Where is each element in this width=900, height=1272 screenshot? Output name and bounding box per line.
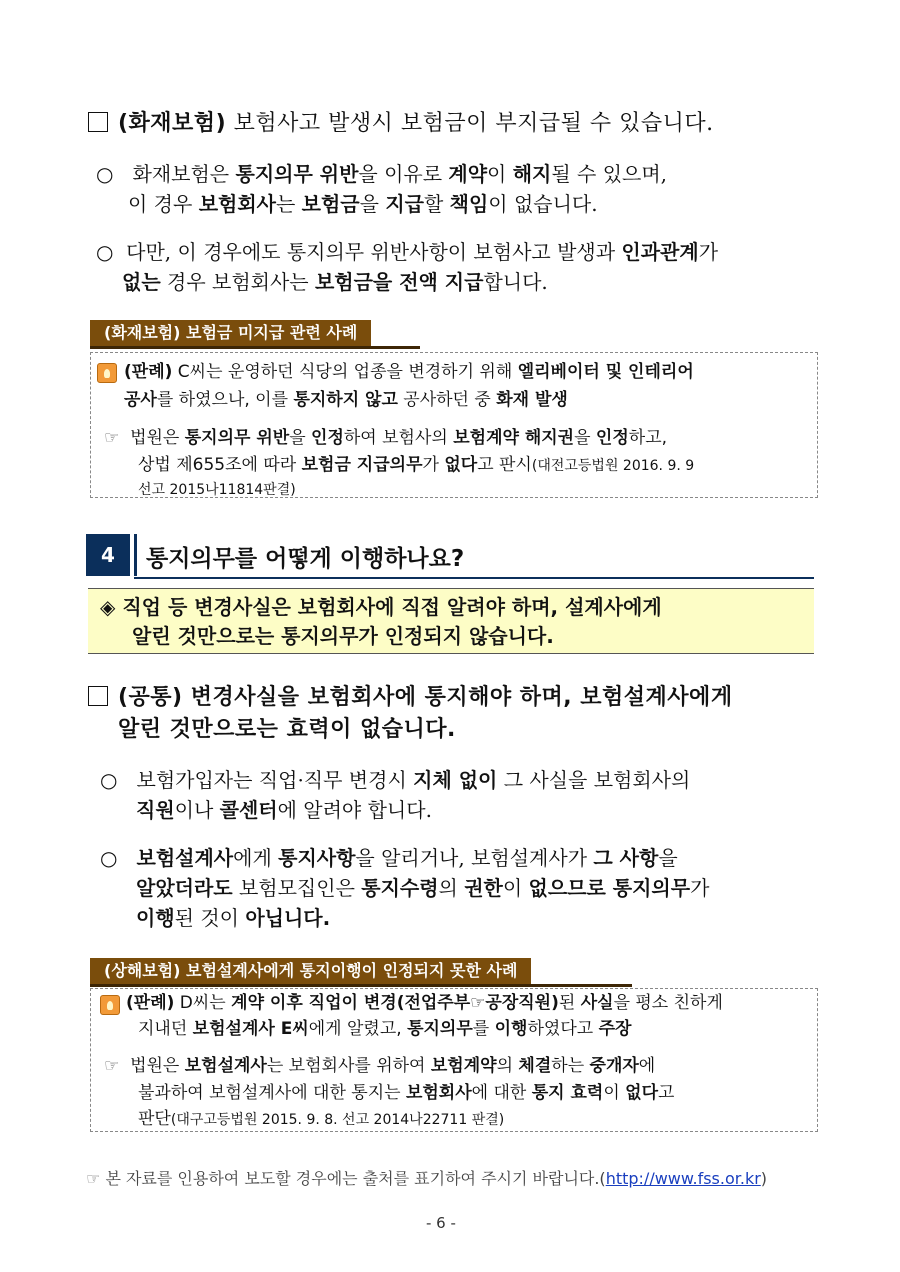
text-run: (판례) bbox=[124, 362, 173, 382]
text-run: 지체 없이 bbox=[413, 768, 498, 792]
lightbulb-icon bbox=[100, 995, 120, 1015]
text-run: 이 bbox=[487, 162, 513, 186]
fire-b2-l1 bbox=[126, 240, 718, 264]
pointing-hand-icon: ☞ bbox=[104, 428, 120, 448]
text-run: 공사 bbox=[124, 390, 157, 410]
text-run: 보험금을 전액 지급 bbox=[314, 270, 484, 294]
text-run: (판례) bbox=[126, 993, 175, 1013]
text-run: 고 판시 bbox=[477, 455, 532, 475]
text-run: 통지의무 위반 bbox=[235, 162, 359, 186]
text-run: 에 bbox=[638, 1056, 656, 1076]
text-run: 화재보험은 bbox=[132, 162, 236, 186]
case1-l5: 선고 2015나11814판결) bbox=[138, 482, 296, 498]
text-run: 보험설계사 bbox=[136, 846, 234, 870]
text-run: 보험계약 bbox=[430, 1056, 497, 1076]
text-run: 가 bbox=[690, 876, 710, 900]
text-run: 공사하던 중 bbox=[397, 390, 497, 410]
case2-l4 bbox=[138, 1079, 674, 1107]
text-run: 는 보험회사를 위하여 bbox=[266, 1056, 431, 1076]
section-underline bbox=[134, 577, 814, 579]
text-run: 지급 bbox=[385, 192, 424, 216]
case1-l3-wrap bbox=[104, 424, 667, 452]
text-run: 상법 제655조에 따라 bbox=[138, 455, 302, 475]
section-title: 통지의무를 어떻게 이행하나요? bbox=[146, 546, 465, 572]
fire-b1-l1 bbox=[133, 162, 668, 186]
checkbox-square-icon bbox=[88, 686, 108, 706]
text-run: 보험설계사 bbox=[184, 1056, 267, 1076]
text-run: 엘리베이터 및 인테리어 bbox=[517, 362, 694, 382]
text-run: 이 bbox=[603, 1083, 626, 1103]
text-run: 인정 bbox=[595, 428, 629, 448]
text-run: 을 bbox=[574, 428, 596, 448]
text-run: 된 것이 bbox=[174, 906, 246, 930]
text-run: 인정 bbox=[311, 428, 344, 448]
text-run: 없으므로 통지의무 bbox=[528, 876, 691, 900]
text-run: 하였다고 bbox=[527, 1019, 599, 1039]
page-number: - 6 - bbox=[426, 1214, 456, 1232]
text-run: 경우 보험회사는 bbox=[160, 270, 315, 294]
text-run: 화재 발생 bbox=[496, 390, 568, 410]
case1-tag-underline bbox=[90, 346, 420, 349]
circle-bullet-icon: ○ bbox=[96, 240, 114, 264]
text-run: 보험설계사 E씨 bbox=[192, 1019, 309, 1039]
text-run: 에 대한 bbox=[471, 1083, 532, 1103]
case2-l3-wrap bbox=[104, 1052, 655, 1080]
common-heading-2: 알린 것만으로는 효력이 없습니다. bbox=[118, 717, 456, 742]
text-run: 이나 bbox=[174, 798, 220, 822]
text-run: 보험금 bbox=[301, 192, 360, 216]
text-run: 그 사항 bbox=[593, 846, 659, 870]
citation-note: ☞ 본 자료를 인용하여 보도할 경우에는 출처를 표기하여 주시기 바랍니다.(http://www.fss.or.kr) bbox=[86, 1169, 768, 1188]
case1-l2 bbox=[124, 386, 568, 414]
highlight-line-2: 알린 것만으로는 통지의무가 인정되지 않습니다. bbox=[132, 624, 554, 648]
text-run: 계약 이후 직업이 변경(전업주부 bbox=[231, 993, 471, 1013]
text-run: 이 경우 bbox=[128, 192, 199, 216]
text-run: 이 없습니다. bbox=[488, 192, 598, 216]
text-run: (대전고등법원 2016. 9. 9 bbox=[531, 458, 695, 474]
text-run: 에게 bbox=[233, 846, 279, 870]
text-run: 콜센터 bbox=[219, 798, 278, 822]
text-run: 는 bbox=[275, 192, 302, 216]
case2-l1 bbox=[126, 989, 723, 1017]
text-run: 알았더라도 bbox=[136, 876, 233, 900]
text-run: 통지의무 위반 bbox=[184, 428, 290, 448]
text-run: 할 bbox=[423, 192, 450, 216]
text-run: 권한 bbox=[464, 876, 503, 900]
fire-b2-l2 bbox=[122, 264, 548, 300]
text-run: 가 bbox=[698, 240, 719, 264]
common-b1-l2 bbox=[136, 792, 432, 828]
text-run: 책임 bbox=[449, 192, 489, 216]
text-run: 하여 보험사의 bbox=[343, 428, 454, 448]
common-b2-l3 bbox=[136, 900, 330, 936]
text-run: 통지의무 bbox=[407, 1019, 473, 1039]
text-run: 계약 bbox=[448, 162, 488, 186]
common-b2-l1 bbox=[137, 846, 678, 870]
text-run: C씨는 운영하던 식당의 업종을 변경하기 위해 bbox=[172, 362, 518, 382]
fire-b1-l2 bbox=[128, 186, 598, 222]
text-run: 없다 bbox=[625, 1083, 659, 1103]
case1-l3 bbox=[130, 428, 667, 448]
text-run: 를 하였으나, 이를 bbox=[156, 390, 294, 410]
text-run: 보험모집인은 bbox=[232, 876, 362, 900]
text-run: 에 알려야 합니다. bbox=[277, 798, 432, 822]
text-run: 보험계약 해지권 bbox=[453, 428, 575, 448]
text-run: 판단 bbox=[138, 1109, 171, 1129]
text-run: (대구고등법원 2015. 9. 8. 선고 2014나22711 판결) bbox=[170, 1112, 505, 1128]
text-run: 를 bbox=[472, 1019, 495, 1039]
text-run: 의 bbox=[496, 1056, 519, 1076]
text-run: 이 bbox=[502, 876, 529, 900]
text-run: 가 bbox=[422, 455, 445, 475]
circle-bullet-icon: ○ bbox=[100, 768, 118, 792]
text-run: 아닙니다. bbox=[245, 906, 331, 930]
text-run: 다만, 이 경우에도 통지의무 위반사항이 보험사고 발생과 bbox=[126, 240, 622, 264]
text-run: 공장직원) bbox=[485, 993, 559, 1013]
case2-tag: (상해보험) 보험설계사에게 통지이행이 인정되지 못한 사례 bbox=[90, 958, 531, 984]
text-run: 보험가입자는 직업·직무 변경시 bbox=[136, 768, 414, 792]
text-run: 보험회사 bbox=[405, 1083, 472, 1103]
common-heading-1: (공통) 변경사실을 보험회사에 통지해야 하며, 보험설계사에게 bbox=[88, 680, 733, 711]
text-run: 중개자 bbox=[589, 1056, 639, 1076]
text-run: 을 bbox=[289, 428, 312, 448]
text-run: 법원은 bbox=[130, 1056, 185, 1076]
text-run: 해지 bbox=[512, 162, 552, 186]
text-run: 보험회사 bbox=[198, 192, 276, 216]
text-run: 의 bbox=[438, 876, 465, 900]
text-run: 체결 bbox=[518, 1056, 552, 1076]
pointing-hand-icon: ☞ bbox=[86, 1169, 101, 1188]
circle-bullet-icon: ○ bbox=[100, 846, 118, 870]
circle-bullet-icon: ○ bbox=[96, 162, 114, 186]
text-run: 사실 bbox=[580, 993, 614, 1013]
lightbulb-icon bbox=[97, 363, 117, 383]
text-run: 을 bbox=[359, 192, 386, 216]
text-run: 보험금 지급의무 bbox=[301, 455, 423, 475]
text-run: 인과관계 bbox=[621, 240, 699, 264]
text-run: D씨는 bbox=[174, 993, 232, 1013]
text-run: 통지하지 않고 bbox=[293, 390, 398, 410]
case2-tag-underline bbox=[90, 984, 632, 987]
text-run: 을 알리거나, 보험설계사가 bbox=[355, 846, 594, 870]
text-run: 통지사항 bbox=[278, 846, 356, 870]
text-run: 고 bbox=[658, 1083, 675, 1103]
case1-tag: (화재보험) 보험금 미지급 관련 사례 bbox=[90, 320, 371, 346]
text-run: 없는 bbox=[122, 270, 161, 294]
text-run: 에게 알렸고, bbox=[308, 1019, 408, 1039]
text-run: 직원 bbox=[136, 798, 175, 822]
text-run: 없다 bbox=[444, 455, 478, 475]
case1-l1 bbox=[124, 358, 694, 386]
text-run: 을 평소 친하게 bbox=[613, 993, 723, 1013]
checkbox-square-icon bbox=[88, 112, 108, 132]
section-number: 4 bbox=[86, 534, 130, 576]
section-divider bbox=[134, 534, 137, 576]
highlight-line-1: ◈ 직업 등 변경사실은 보험회사에 직접 알려야 하며, 설계사에게 bbox=[100, 595, 662, 619]
text-run: 불과하여 보험설계사에 대한 통지는 bbox=[138, 1083, 406, 1103]
text-run: 을 이유로 bbox=[358, 162, 449, 186]
text-run: 된 bbox=[558, 993, 581, 1013]
case2-l5 bbox=[138, 1105, 504, 1134]
text-run: 그 사실을 보험회사의 bbox=[497, 768, 691, 792]
text-run: 하는 bbox=[551, 1056, 590, 1076]
text-run: 법원은 bbox=[130, 428, 185, 448]
text-run: 주장 bbox=[598, 1019, 632, 1039]
text-run: 하고, bbox=[628, 428, 668, 448]
pointing-hand-icon: ☞ bbox=[104, 1056, 120, 1076]
text-run: 이행 bbox=[136, 906, 175, 930]
text-run: 을 bbox=[658, 846, 678, 870]
text-run: 될 수 있으며, bbox=[551, 162, 668, 186]
common-b1-l1 bbox=[137, 768, 691, 792]
text-run: 지내던 bbox=[138, 1019, 193, 1039]
text-run: 합니다. bbox=[483, 270, 548, 294]
fire-heading: (화재보험) 보험사고 발생시 보험금이 부지급될 수 있습니다. bbox=[88, 106, 714, 137]
text-run: ☞ bbox=[470, 993, 486, 1013]
case2-l2 bbox=[138, 1015, 631, 1043]
text-run: 통지 효력 bbox=[531, 1083, 604, 1103]
text-run: 이행 bbox=[494, 1019, 528, 1039]
case2-l3 bbox=[130, 1056, 655, 1076]
fss-website-link[interactable]: http://www.fss.or.kr bbox=[605, 1169, 761, 1188]
text-run: 통지수령 bbox=[361, 876, 439, 900]
